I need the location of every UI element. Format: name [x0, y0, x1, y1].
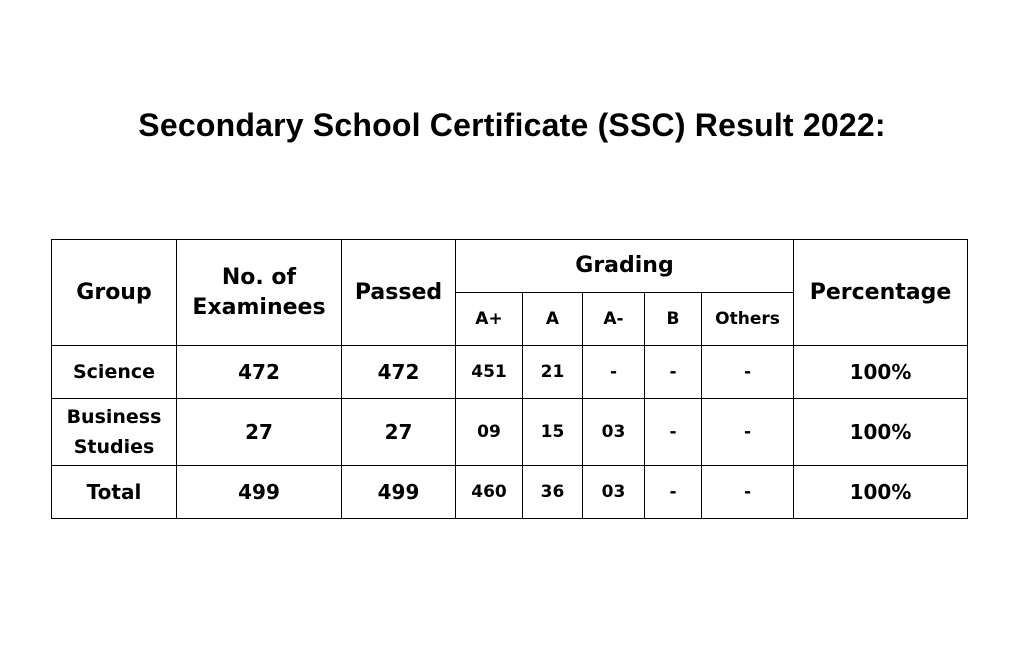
cell-examinees: 472 — [177, 346, 342, 399]
header-grade-a-plus: A+ — [456, 293, 523, 346]
cell-percentage: 100% — [794, 346, 968, 399]
cell-grade-b: - — [645, 346, 702, 399]
table-row — [52, 399, 968, 466]
cell-grade-others: - — [702, 346, 794, 399]
header-passed: Passed — [342, 240, 456, 346]
cell-grade-a: 15 — [523, 399, 583, 466]
cell-grade-others: - — [702, 399, 794, 466]
cell-grade-a-plus: 451 — [456, 346, 523, 399]
table-row — [52, 346, 968, 399]
cell-passed: 499 — [342, 466, 456, 519]
cell-grade-a-plus: 09 — [456, 399, 523, 466]
cell-passed: 472 — [342, 346, 456, 399]
header-grade-others: Others — [702, 293, 794, 346]
cell-grade-a: 36 — [523, 466, 583, 519]
cell-group: Science — [52, 346, 177, 399]
cell-grade-a-minus: - — [583, 346, 645, 399]
cell-percentage: 100% — [794, 466, 968, 519]
cell-grade-a: 21 — [523, 346, 583, 399]
cell-grade-a-minus: 03 — [583, 466, 645, 519]
cell-examinees: 499 — [177, 466, 342, 519]
cell-group: Total — [52, 466, 177, 519]
cell-examinees: 27 — [177, 399, 342, 466]
cell-grade-b: - — [645, 399, 702, 466]
header-group: Group — [52, 240, 177, 346]
header-row — [52, 240, 968, 293]
cell-grade-a-minus: 03 — [583, 399, 645, 466]
header-grade-a: A — [523, 293, 583, 346]
page-title: Secondary School Certificate (SSC) Result 2022: — [138, 107, 886, 143]
header-examinees: No. of Examinees — [177, 240, 342, 346]
cell-grade-a-plus: 460 — [456, 466, 523, 519]
header-percentage: Percentage — [794, 240, 968, 346]
header-grade-a-minus: A- — [583, 293, 645, 346]
table-row-total — [52, 466, 968, 519]
cell-passed: 27 — [342, 399, 456, 466]
cell-grade-others: - — [702, 466, 794, 519]
header-grade-b: B — [645, 293, 702, 346]
results-table — [51, 239, 968, 519]
cell-group: Business Studies — [52, 399, 177, 466]
header-grading: Grading — [456, 240, 794, 293]
cell-grade-b: - — [645, 466, 702, 519]
cell-percentage: 100% — [794, 399, 968, 466]
